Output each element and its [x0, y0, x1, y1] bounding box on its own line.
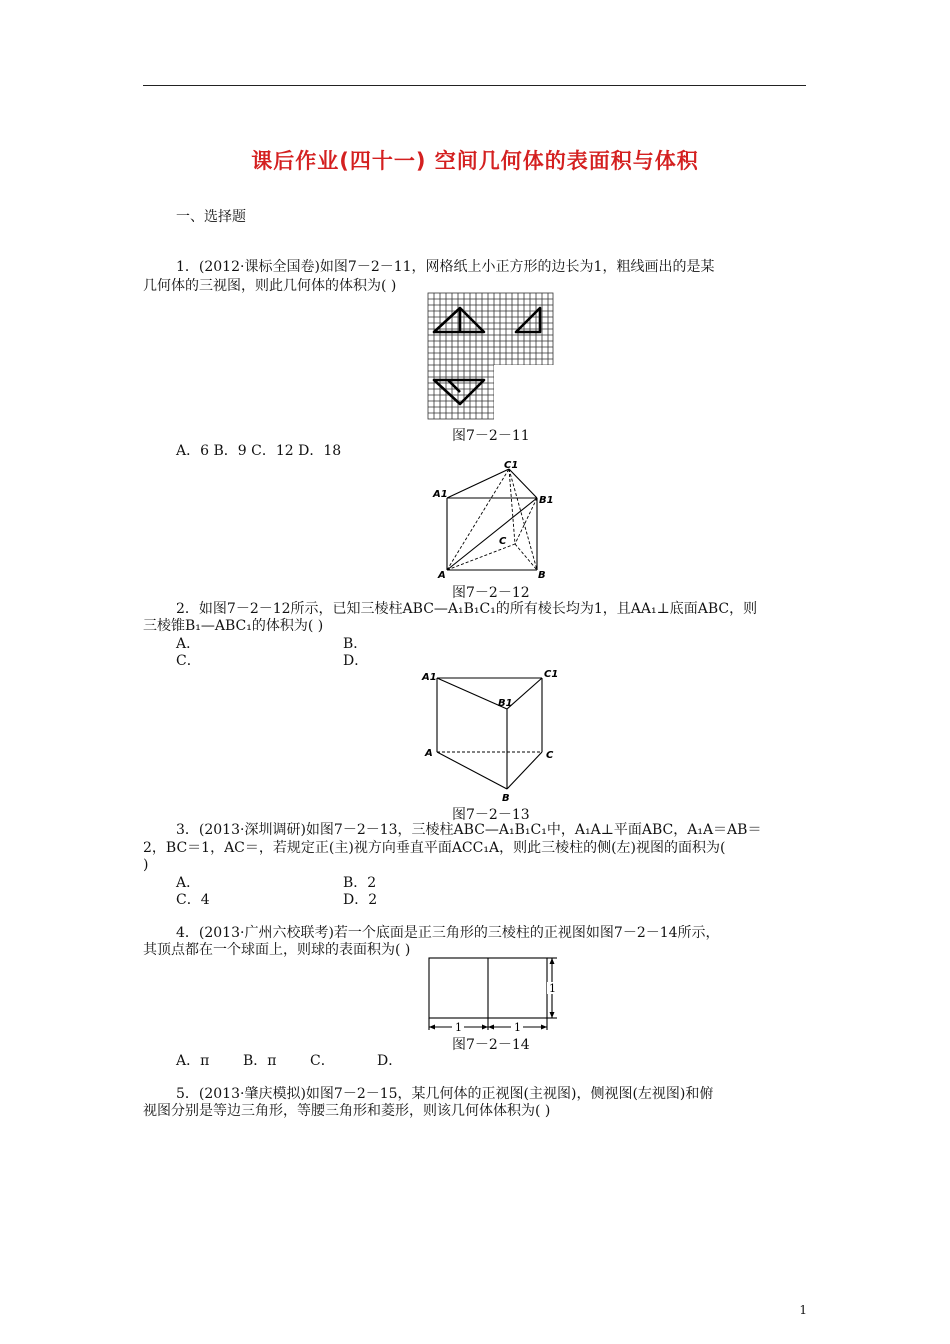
q2-line2: 三棱锥B₁—ABC₁的体积为( ) — [143, 618, 324, 634]
dim-height: 1 — [549, 982, 556, 995]
q3-option-d: D．2 — [343, 892, 378, 908]
q2-line1: 2．如图7－2－12所示，已知三棱柱ABC—A₁B₁C₁的所有棱长均为1，且AA₁⊥底面ABC，则 — [176, 601, 758, 617]
label-A: A — [425, 748, 433, 759]
label-B1: B1 — [539, 495, 554, 506]
q4-option-a: A．π — [176, 1053, 210, 1069]
fig13-caption: 图7－2－13 — [452, 807, 530, 823]
label-A1: A1 — [433, 489, 448, 500]
label-A: A — [438, 570, 446, 581]
figure-7-2-12-prism — [430, 458, 560, 583]
q1-line1: 1．(2012·课标全国卷)如图7－2－11，网格纸上小正方形的边长为1，粗线画出的是某 — [176, 259, 715, 275]
label-B: B — [538, 570, 546, 581]
header-rule — [143, 85, 806, 86]
q2-option-b: B． — [343, 636, 368, 652]
q4-option-b: B．π — [243, 1053, 277, 1069]
label-C: C — [546, 750, 554, 761]
q3-line2: 2，BC＝1，AC＝，若规定正(主)视方向垂直平面ACC₁A，则此三棱柱的侧(左)视图的面积为( — [143, 840, 726, 856]
dim-width-right: 1 — [514, 1021, 521, 1034]
q3-option-b: B．2 — [343, 875, 377, 891]
q4-option-c: C． — [310, 1053, 335, 1069]
section-heading: 一、选择题 — [176, 209, 246, 225]
q3-option-c: C．4 — [176, 892, 210, 908]
q2-option-a: A． — [176, 636, 201, 652]
q1-options: A．6 B．9 C．12 D．18 — [176, 443, 342, 459]
label-B: B — [502, 793, 510, 804]
label-B1: B1 — [498, 698, 513, 709]
figure-7-2-11-grid-views — [428, 293, 554, 420]
q1-figure-caption: 图7－2－11 — [452, 428, 530, 444]
q5-line1: 5．(2013·肇庆模拟)如图7－2－15，某几何体的正视图(主视图)，侧视图(左视图)和俯 — [176, 1086, 714, 1102]
label-C1: C1 — [504, 460, 519, 471]
figure-7-2-14-front-view — [425, 955, 560, 1035]
page-title: 课后作业(四十一) 空间几何体的表面积与体积 — [251, 149, 699, 173]
figure-7-2-13-prism — [420, 664, 565, 804]
label-A1: A1 — [422, 672, 437, 683]
q4-option-d: D． — [377, 1053, 403, 1069]
q4-line1: 4．(2013·广州六校联考)若一个底面是正三角形的三棱柱的正视图如图7－2－14所示， — [176, 925, 720, 941]
q5-line2: 视图分别是等边三角形，等腰三角形和菱形，则该几何体体积为( ) — [143, 1103, 551, 1119]
dim-width-left: 1 — [455, 1021, 462, 1034]
page-number: 1 — [799, 1303, 807, 1317]
q3-option-a: A． — [176, 875, 201, 891]
q4-line2: 其顶点都在一个球面上，则球的表面积为( ) — [143, 942, 411, 958]
q1-line2: 几何体的三视图，则此几何体的体积为( ) — [143, 278, 397, 294]
label-C1: C1 — [544, 669, 559, 680]
q4-figure-caption: 图7－2－14 — [452, 1037, 530, 1053]
fig12-caption: 图7－2－12 — [452, 585, 530, 601]
label-C: C — [499, 536, 507, 547]
q2-option-d: D． — [343, 653, 369, 669]
q3-line1: 3．(2013·深圳调研)如图7－2－13，三棱柱ABC—A₁B₁C₁中，A₁A⊥平面ABC，A₁A＝AB＝ — [176, 822, 762, 838]
q3-line3: ) — [143, 857, 149, 873]
q2-option-c: C． — [176, 653, 201, 669]
